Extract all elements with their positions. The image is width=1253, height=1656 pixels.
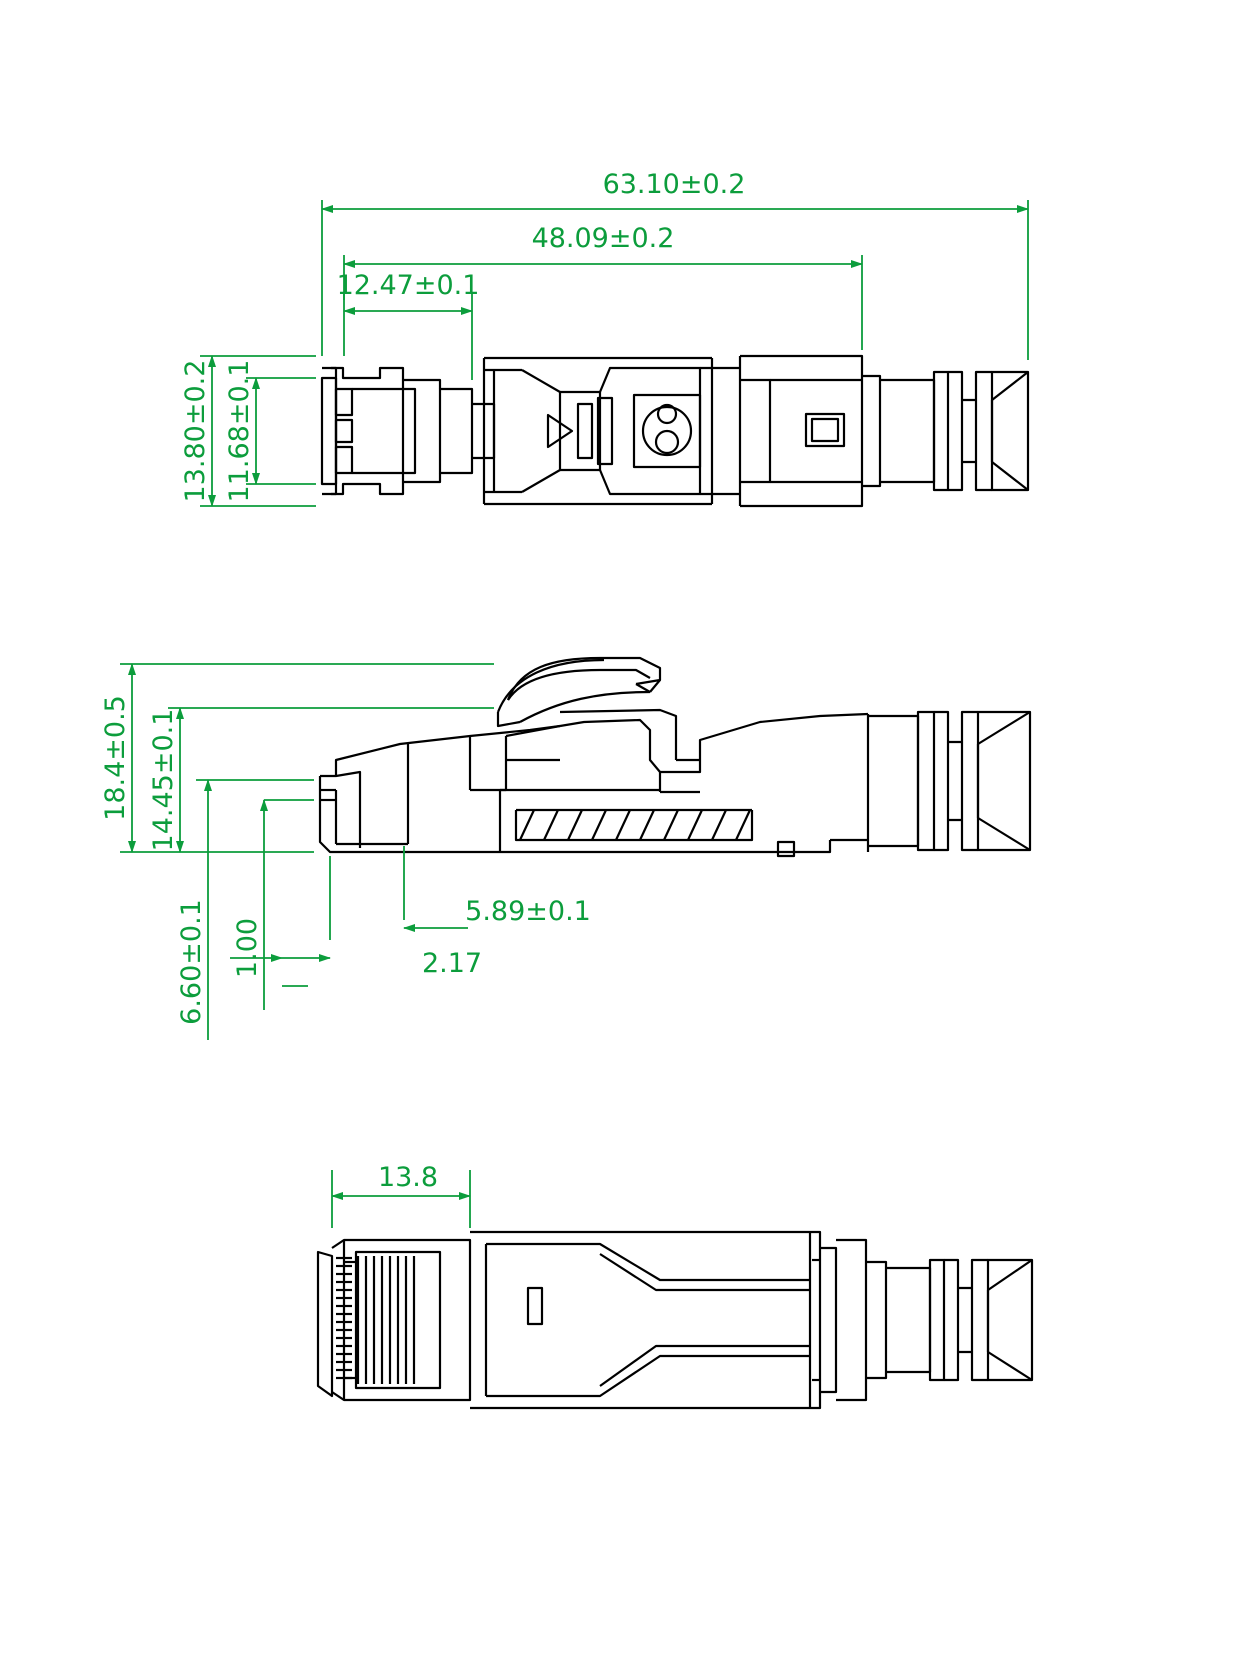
dimension-label-1-00: 1.00 <box>232 917 263 979</box>
dimension-label-2-17: 2.17 <box>421 948 483 979</box>
dimension-label-5-89: 5.89±0.1 <box>465 896 591 927</box>
dimension-label-11-68: 11.68±0.1 <box>224 359 255 503</box>
bottom-view-geometry <box>318 1232 1032 1408</box>
side-view-geometry <box>320 658 1030 856</box>
top-view-geometry <box>322 356 1028 506</box>
dimension-label-12-47: 12.47±0.1 <box>336 270 480 301</box>
dimension-label-13-8: 13.8 <box>377 1162 439 1193</box>
dimension-label-13-80: 13.80±0.2 <box>180 359 211 503</box>
dimension-label-18-4: 18.4±0.5 <box>100 695 131 821</box>
dimension-label-6-60: 6.60±0.1 <box>176 899 207 1025</box>
dimension-label-63-10: 63.10±0.2 <box>602 169 746 200</box>
dimension-label-48-09: 48.09±0.2 <box>531 223 675 254</box>
dimension-label-14-45: 14.45±0.1 <box>148 708 179 852</box>
